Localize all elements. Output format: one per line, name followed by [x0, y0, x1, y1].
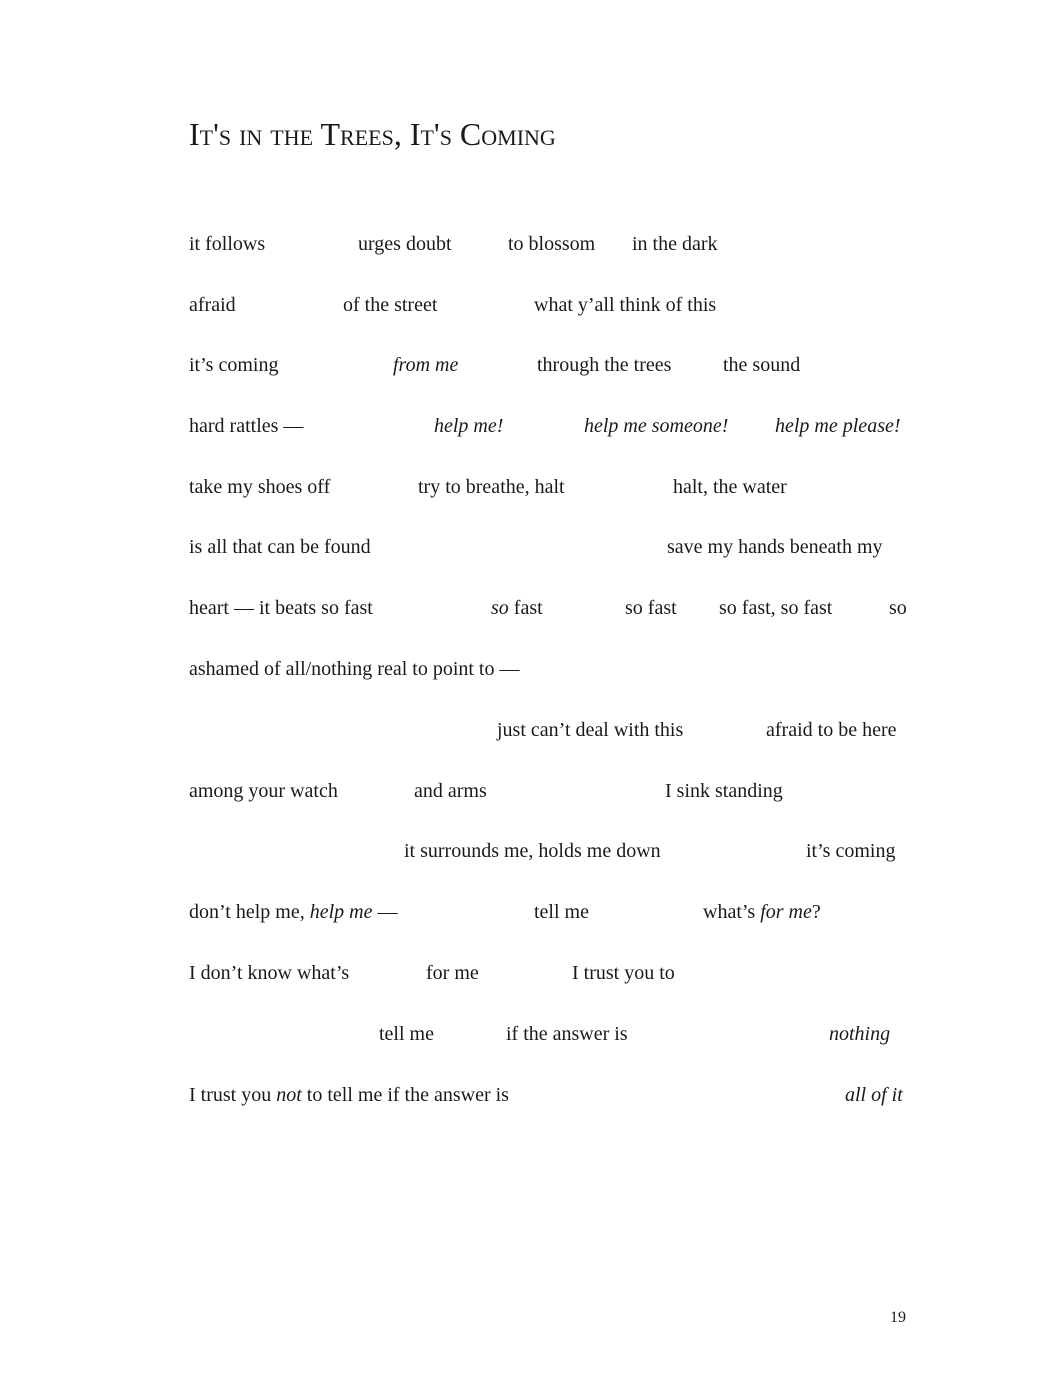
poem-fragment: [189, 902, 398, 922]
poem-fragment-italic: nothing: [829, 1023, 891, 1045]
poem-fragment: afraid: [189, 294, 236, 316]
poem-fragment: the sound: [723, 354, 801, 376]
page-number: 19: [890, 1309, 906, 1326]
poem-fragment: take my shoes off: [189, 476, 331, 498]
poem-fragment: in the dark: [632, 233, 718, 255]
poem-fragment: is all that can be found: [189, 536, 371, 558]
poem-fragment: save my hands beneath my: [667, 536, 883, 558]
poem-fragment: among your watch: [189, 780, 338, 802]
poem-text: ?: [811, 901, 821, 923]
poem-title: It's in the Trees, It's Coming: [189, 116, 556, 152]
poem-fragment: try to breathe, halt: [418, 476, 565, 498]
poem-fragment: [703, 902, 821, 922]
poem-fragment: so fast, so fast: [719, 597, 833, 619]
poem-fragment: afraid to be here: [766, 719, 897, 741]
poem-fragment-italic: help me!: [434, 415, 504, 437]
poem-fragment-italic: all of it: [845, 1084, 903, 1106]
poem-fragment: I trust you to: [572, 962, 675, 984]
poem-fragment: of the street: [343, 294, 438, 316]
poem-text: —: [372, 901, 398, 923]
poem-text: what’s: [703, 901, 761, 923]
poem-fragment: if the answer is: [506, 1023, 628, 1045]
poem-fragment: and arms: [414, 780, 487, 802]
poem-fragment: so: [889, 597, 907, 619]
poem-text: don’t help me,: [189, 901, 310, 923]
poem-fragment: it follows: [189, 233, 266, 255]
poem-fragment: to blossom: [508, 233, 596, 255]
poem-fragment: [189, 1085, 509, 1105]
poem-emphasis: for me: [760, 901, 812, 923]
poem-fragment: it surrounds me, holds me down: [404, 840, 661, 862]
poem-fragment: tell me: [379, 1023, 434, 1045]
poem-fragment-italic: from me: [393, 354, 459, 376]
poem-fragment: tell me: [534, 901, 589, 923]
poem-text: I trust you: [189, 1084, 277, 1106]
poem-fragment: so fast: [625, 597, 677, 619]
poem-fragment: it’s coming: [189, 354, 279, 376]
poem-fragment: heart — it beats so fast: [189, 597, 373, 619]
poem-fragment: through the trees: [537, 354, 672, 376]
poem-fragment: [491, 598, 543, 618]
poem-fragment-italic: help me please!: [775, 415, 901, 437]
poem-fragment: hard rattles —: [189, 415, 304, 437]
poem-fragment: for me: [426, 962, 479, 984]
poem-fragment: halt, the water: [673, 476, 787, 498]
poem-emphasis: not: [276, 1084, 302, 1106]
poem-fragment: I don’t know what’s: [189, 962, 350, 984]
poem-fragment: ashamed of all/nothing real to point to —: [189, 658, 520, 680]
poem-fragment: I sink standing: [665, 780, 783, 802]
poem-text: fast: [508, 597, 543, 619]
poem-emphasis: help me: [309, 901, 373, 923]
poem-fragment-italic: help me someone!: [584, 415, 729, 437]
poem-emphasis: so: [491, 597, 509, 619]
poem-fragment: urges doubt: [358, 233, 452, 255]
poem-fragment: what y’all think of this: [534, 294, 717, 316]
poem-fragment: just can’t deal with this: [497, 719, 684, 741]
poem-fragment: it’s coming: [806, 840, 896, 862]
poem-text: to tell me if the answer is: [301, 1084, 509, 1106]
